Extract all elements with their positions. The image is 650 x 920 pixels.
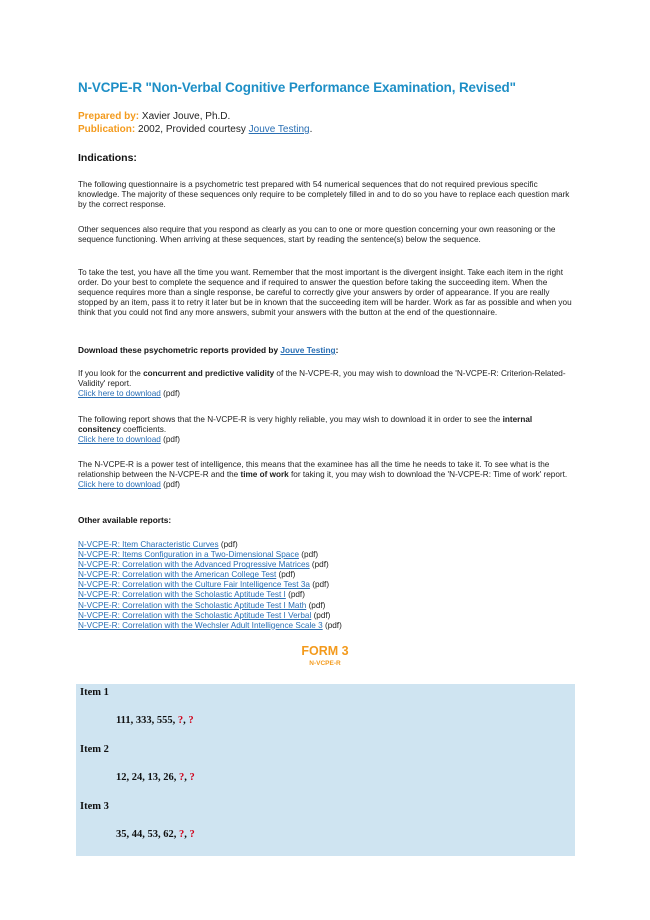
pdf-label: (pdf) — [308, 600, 326, 610]
pdf-label: (pdf) — [301, 550, 319, 560]
report-reliability-post: coefficients. — [123, 425, 167, 435]
pdf-label: (pdf) — [220, 540, 238, 549]
publication-end: . — [309, 124, 313, 135]
pdf-label: (pdf) — [313, 610, 331, 620]
list-item — [78, 611, 575, 621]
pdf-label: (pdf) — [312, 580, 330, 590]
list-item — [78, 540, 575, 550]
item-label: Item 2 — [80, 744, 109, 755]
sequence-separator: , — [184, 772, 187, 783]
list-item — [78, 570, 575, 580]
publication-value: 2002, Provided courtesy — [138, 124, 246, 135]
pdf-label: (pdf) — [163, 435, 180, 445]
other-reports-list — [78, 540, 575, 631]
report-link[interactable]: N-VCPE-R: Correlation with the Advanced Progressive Matrices — [78, 560, 310, 570]
pdf-label: (pdf) — [311, 560, 329, 570]
question-mark[interactable]: ? — [189, 829, 195, 840]
prepared-by — [78, 111, 230, 122]
pdf-label: (pdf) — [324, 620, 342, 630]
item-sequence — [116, 829, 195, 840]
download-reliability-link[interactable]: Click here to download — [78, 435, 161, 445]
item-sequence — [116, 715, 194, 726]
sequence-separator: , — [184, 829, 187, 840]
report-link[interactable]: N-VCPE-R: Correlation with the Culture Fair Intelligence Test 3a — [78, 580, 310, 590]
report-validity-pre: If you look for the — [78, 369, 141, 378]
report-reliability — [78, 415, 575, 445]
report-time-pre: The N-VCPE-R is a power test of intelligence, this means that the examinee has all the time he needs to take it. To see what is the relationship between the N-VCPE-R and the — [78, 460, 550, 480]
list-item — [78, 601, 575, 611]
download-heading — [78, 345, 338, 355]
report-validity-bold: concurrent and predictive validity — [143, 369, 275, 378]
prepared-by-value: Xavier Jouve, Ph.D. — [141, 111, 231, 122]
pdf-label: (pdf) — [163, 389, 180, 399]
list-item — [78, 590, 575, 600]
question-mark[interactable]: ? — [177, 715, 184, 726]
other-reports-heading: Other available reports: — [78, 515, 172, 525]
question-mark[interactable]: ? — [179, 829, 185, 840]
list-item — [78, 560, 575, 570]
report-link[interactable]: N-VCPE-R: Item Characteristic Curves — [78, 540, 219, 549]
sequence-values: 12, 24, 13, 26, — [116, 772, 177, 783]
pdf-label: (pdf) — [163, 480, 180, 490]
download-heading-link[interactable]: Jouve Testing — [280, 345, 336, 355]
report-link[interactable]: N-VCPE-R: Correlation with the Scholastic Aptitude Test I Math — [78, 600, 307, 610]
page-title: N-VCPE-R "Non-Verbal Cognitive Performance Examination, Revised" — [78, 80, 516, 95]
question-mark[interactable]: ? — [179, 772, 185, 783]
pdf-label: (pdf) — [288, 590, 305, 600]
report-time-bold: time of work — [240, 470, 289, 480]
list-item — [78, 621, 575, 631]
download-validity-link[interactable]: Click here to download — [78, 389, 161, 399]
publication-label: Publication: — [78, 124, 136, 135]
item-sequence — [116, 772, 195, 783]
download-time-link[interactable]: Click here to download — [78, 480, 161, 490]
items-panel — [76, 684, 575, 856]
report-reliability-pre: The following report shows that the N-VCPE-R is very highly reliable, you may wish to download it in order to see the — [78, 415, 501, 424]
download-heading-text: Download these psychometric reports provided by — [78, 345, 279, 355]
form-subtitle: N-VCPE-R — [309, 660, 341, 667]
form-title: FORM 3 — [301, 644, 349, 658]
report-link[interactable]: N-VCPE-R: Items Configuration in a Two-Dimensional Space — [78, 550, 300, 560]
sequence-values: 35, 44, 53, 62, — [116, 829, 177, 840]
report-validity — [78, 369, 575, 399]
report-validity-post: of the N-VCPE-R, you may wish to download the 'N-VCPE-R: Criterion-Related-Validity' report. — [78, 369, 566, 389]
question-mark[interactable]: ? — [189, 772, 195, 783]
indications-heading: Indications: — [78, 152, 137, 164]
report-time-of-work — [78, 460, 575, 490]
report-link[interactable]: N-VCPE-R: Correlation with the Wechsler Adult Intelligence Scale 3 — [78, 620, 323, 630]
sequence-separator: , — [183, 715, 186, 726]
list-item — [78, 580, 575, 590]
prepared-by-label: Prepared by: — [78, 111, 140, 122]
jouve-testing-link[interactable]: Jouve Testing — [248, 124, 310, 135]
indications-paragraph-2: Other sequences also require that you respond as clearly as you can to one or more question concerning your own reasoning or the sequence functioning. When arriving at these sequences, start by reading the sentence(s) below the sequence. — [78, 225, 556, 245]
indications-paragraph-1: The following questionnaire is a psychometric test prepared with 54 numerical sequences that do not required previous specific knowledge. The majority of these sequences only require to be completely filled in and to do so you have to replace each question mark by the correct response. — [78, 180, 570, 210]
report-time-post: for taking it, you may wish to download the 'N-VCPE-R: Time of work' report. — [291, 470, 568, 480]
item-label: Item 3 — [80, 801, 109, 812]
report-reliability-bold: internal consitency — [78, 415, 533, 435]
indications-paragraph-3: To take the test, you have all the time you want. Remember that the most important is the divergent insight. Take each item in the right order. Do your best to complete the sequence and if required to answer the question before taking the succeeding item. When the sequence requires more than a single response, be careful to correctly give your answers by order of appearance. If you are really stopped by an item, pass it to retry it later but be in known that the succeeding item will be harder. Work as far as possible and when you think that you could not find any more answers, submit your answers with the button at the end of the questionnaire. — [78, 268, 572, 318]
report-link[interactable]: N-VCPE-R: Correlation with the American College Test — [78, 570, 277, 580]
publication — [78, 124, 312, 135]
download-heading-end: : — [335, 345, 339, 355]
report-link[interactable]: N-VCPE-R: Correlation with the Scholastic Aptitude Test I Verbal — [78, 610, 312, 620]
question-mark[interactable]: ? — [188, 715, 194, 726]
list-item — [78, 550, 575, 560]
pdf-label: (pdf) — [278, 570, 296, 580]
sequence-values: 111, 333, 555, — [116, 715, 176, 726]
item-label: Item 1 — [80, 687, 109, 698]
report-link[interactable]: N-VCPE-R: Correlation with the Scholastic Aptitude Test I — [78, 590, 286, 600]
